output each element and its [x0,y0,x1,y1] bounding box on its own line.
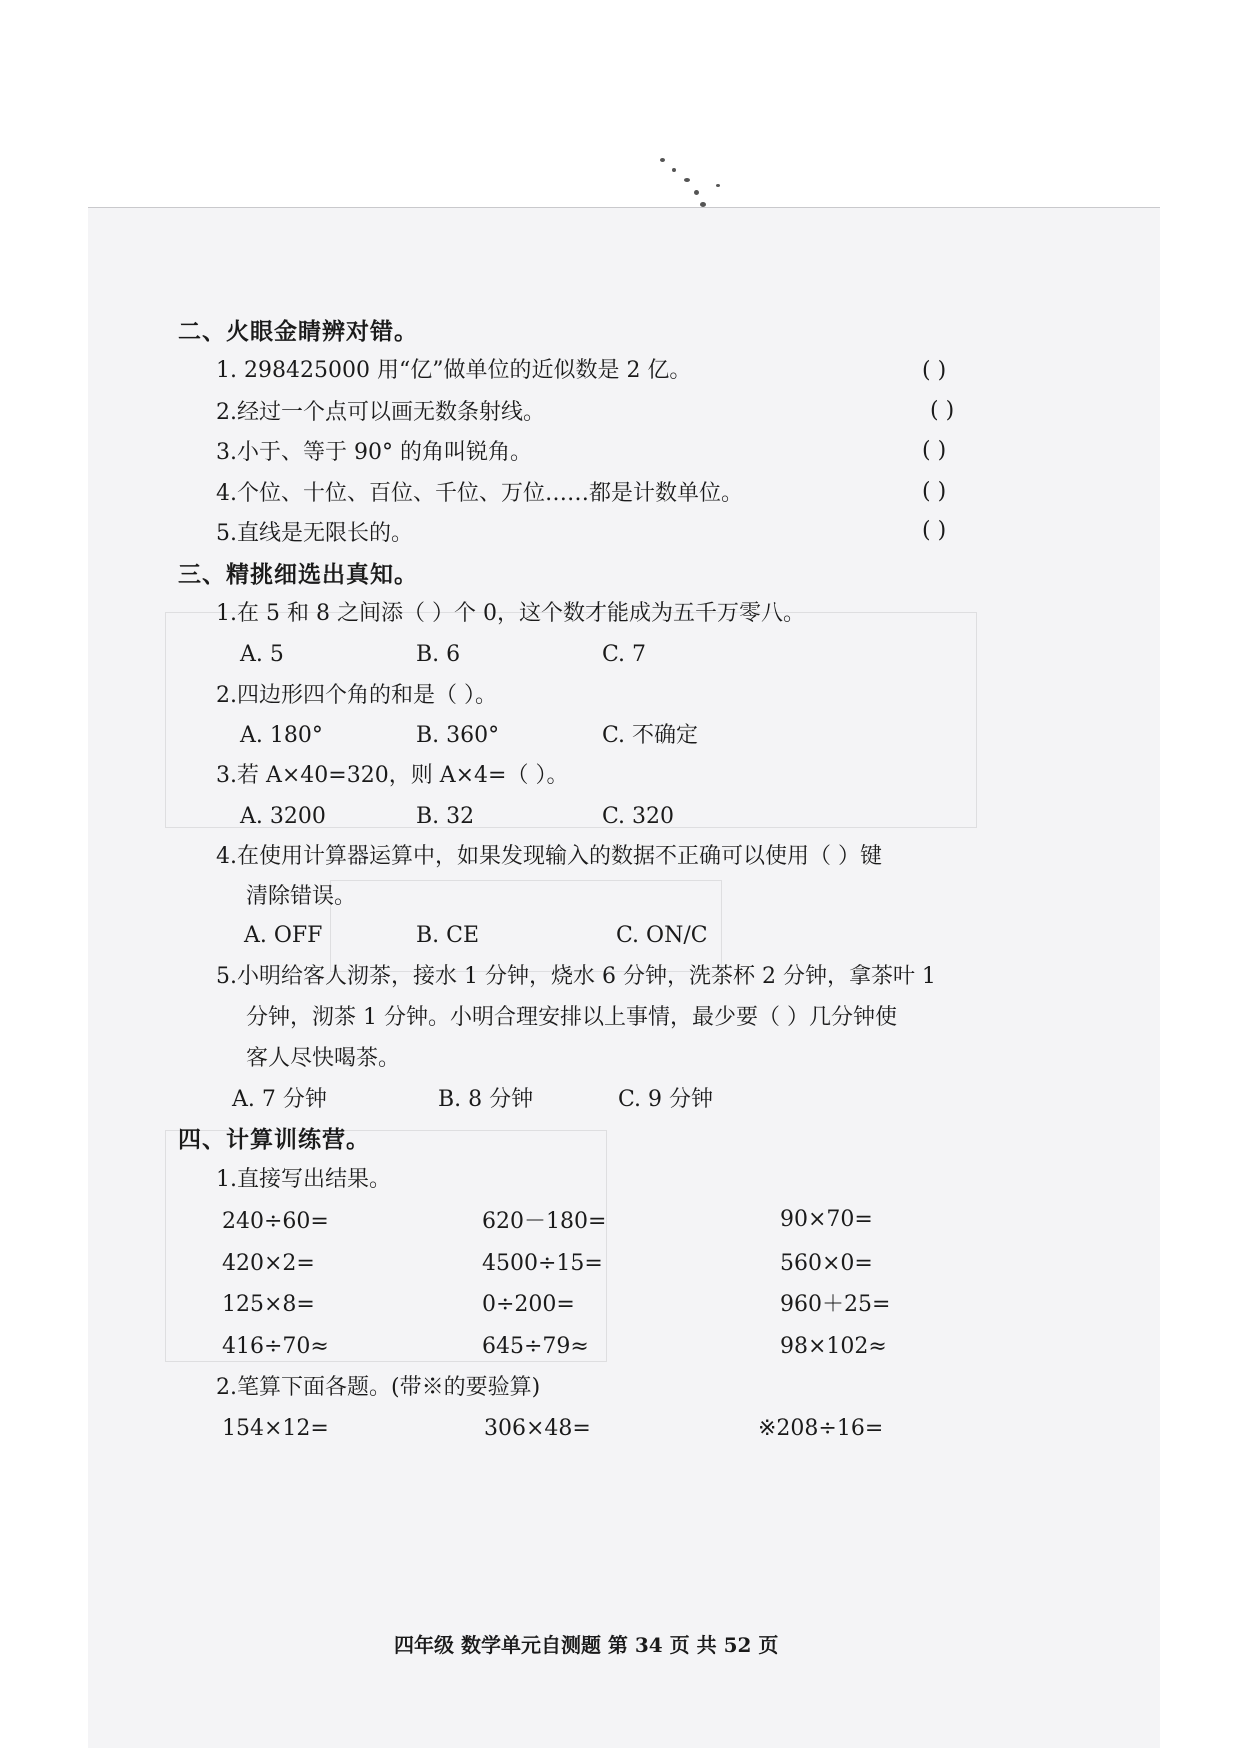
calc-cell[interactable]: 90×70= [780,1207,873,1232]
choice-5-option-b[interactable]: B. 8 分钟 [438,1087,534,1112]
choice-4-option-a[interactable]: A. OFF [244,923,323,948]
choice-1-option-b[interactable]: B. 6 [416,642,461,667]
judge-answer-2[interactable]: ( ) [930,398,955,423]
page-footer: 四年级 数学单元自测题 第 34 页 共 52 页 [394,1633,779,1657]
choice-question-2: 2.四边形四个角的和是（ ）。 [216,683,497,708]
choice-3-option-a[interactable]: A. 3200 [240,804,326,829]
choice-question-5-cont: 分钟，沏茶 1 分钟。小明合理安排以上事情，最少要（ ）几分钟使 [246,1005,897,1030]
judge-answer-3[interactable]: ( ) [922,438,947,463]
choice-question-4-cont: 清除错误。 [246,884,357,909]
bleed-through-chart [165,1130,607,1362]
choice-question-3: 3.若 A×40=320，则 A×4=（ ）。 [216,763,569,788]
choice-3-option-b[interactable]: B. 32 [416,804,475,829]
scan-speck [700,202,706,207]
calc-cell[interactable]: 560×0= [780,1251,873,1276]
calc-part1-title: 1.直接写出结果。 [216,1167,391,1192]
scan-speck [694,190,699,195]
calc-cell[interactable]: 416÷70≈ [222,1334,329,1359]
written-calc-cell[interactable]: ※208÷16= [758,1416,884,1441]
bleed-through-grid [165,612,977,828]
scan-speck [660,158,665,162]
judge-item-3: 3.小于、等于 90° 的角叫锐角。 [216,440,532,465]
choice-2-option-b[interactable]: B. 360° [416,723,500,748]
choice-4-option-c[interactable]: C. ON/C [616,923,708,948]
judge-item-1: 1. 298425000 用“亿”做单位的近似数是 2 亿。 [216,358,692,383]
calc-cell[interactable]: 4500÷15= [482,1251,603,1276]
judge-answer-4[interactable]: ( ) [922,479,947,504]
choice-5-option-c[interactable]: C. 9 分钟 [618,1087,714,1112]
calc-cell[interactable]: 98×102≈ [780,1334,887,1359]
written-calc-cell[interactable]: 154×12= [222,1416,329,1441]
choice-2-option-a[interactable]: A. 180° [240,723,323,748]
calc-cell[interactable]: 0÷200= [482,1292,575,1317]
written-calc-cell[interactable]: 306×48= [484,1416,591,1441]
judge-item-5: 5.直线是无限长的。 [216,521,413,546]
choice-3-option-c[interactable]: C. 320 [602,804,675,829]
choice-question-1: 1.在 5 和 8 之间添（ ）个 0，这个数才能成为五千万零八。 [216,601,805,626]
calc-cell[interactable]: 960＋25= [780,1292,891,1317]
choice-5-option-a[interactable]: A. 7 分钟 [232,1087,327,1112]
judge-answer-5[interactable]: ( ) [922,518,947,543]
judge-item-2: 2.经过一个点可以画无数条射线。 [216,400,545,425]
choice-question-5: 5.小明给客人沏茶，接水 1 分钟，烧水 6 分钟，洗茶杯 2 分钟，拿茶叶 1 [216,964,936,989]
judge-item-4: 4.个位、十位、百位、千位、万位……都是计数单位。 [216,481,743,506]
choice-question-5-cont2: 客人尽快喝茶。 [246,1046,401,1071]
choice-2-option-c[interactable]: C. 不确定 [602,723,699,748]
section-four-title: 四、计算训练营。 [178,1126,370,1153]
scan-speck [716,184,720,187]
section-two-title: 二、火眼金睛辨对错。 [178,318,418,345]
judge-answer-1[interactable]: ( ) [922,358,947,383]
calc-part2-title: 2.笔算下面各题。(带※的要验算) [216,1375,541,1400]
section-three-title: 三、精挑细选出真知。 [178,561,418,588]
calc-cell[interactable]: 645÷79≈ [482,1334,589,1359]
calc-cell[interactable]: 620－180= [482,1209,607,1234]
scan-speck [684,178,690,182]
choice-question-4: 4.在使用计算器运算中，如果发现输入的数据不正确可以使用（ ）键 [216,844,882,869]
calc-cell[interactable]: 420×2= [222,1251,315,1276]
choice-1-option-a[interactable]: A. 5 [240,642,284,667]
choice-4-option-b[interactable]: B. CE [416,923,480,948]
calc-cell[interactable]: 240÷60= [222,1209,329,1234]
choice-1-option-c[interactable]: C. 7 [602,642,647,667]
calc-cell[interactable]: 125×8= [222,1292,315,1317]
scan-speck [672,168,676,172]
